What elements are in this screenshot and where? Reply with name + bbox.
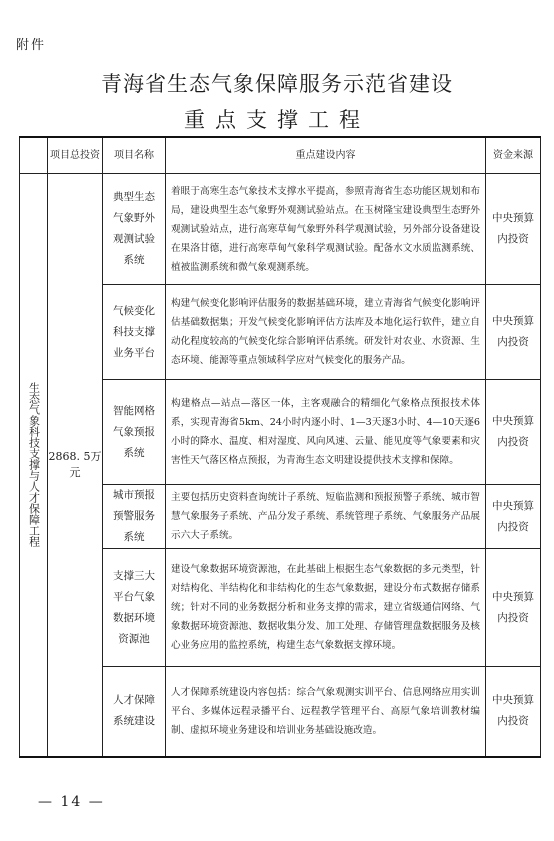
header-key-content: 重点建设内容 [166,137,486,174]
project-name: 人才保障系统建设 [103,667,166,757]
total-investment: 2868. 5万元 [48,174,103,757]
funding-source: 中央预算内投资 [486,285,541,380]
project-category: 生态气象科技支撑与人才保障工程 [20,174,48,757]
funding-source: 中央预算内投资 [486,667,541,757]
table-header-row [20,137,541,174]
header-total-investment: 项目总投资 [48,137,103,174]
page-number: — 14 — [38,794,105,810]
projects-table [19,136,541,758]
table-row [20,174,541,285]
project-name: 智能网格气象预报系统 [103,380,166,485]
funding-source: 中央预算内投资 [486,380,541,485]
funding-source: 中央预算内投资 [486,549,541,667]
document-title-line-2: 重点支撑工程 [184,108,370,132]
project-content: 人才保障系统建设内容包括：综合气象观测实训平台、信息网络应用实训平台、多媒体远程录播平台、远程教学管理平台、高原气象培训教材编制、虚拟环境业务建设和培训业务基础设施改造。 [166,667,486,757]
project-name: 典型生态气象野外观测试验系统 [103,174,166,285]
project-content: 主要包括历史资料查询统计子系统、短临监测和预报预警子系统、城市智慧气象服务子系统、产品分发子系统、系统管理子系统、气象服务产品展示六大子系统。 [166,485,486,549]
project-content: 着眼于高寒生态气象技术支撑水平提高，参照青海省生态功能区规划和布局，建设典型生态气象野外观测试验站点。在玉树隆宝建设典型生态野外观测试验站点，进行高寒草甸气象野外科学观测试验，另外部分设备建设在果洛甘德，进行高寒草甸气象科学观测试验。配备水文水质监测系统、植被监测系统和微气象观测系统。 [166,174,486,285]
project-content: 构建气候变化影响评估服务的数据基础环境，建立青海省气候变化影响评估基础数据集；开发气候变化影响评估方法库及本地化运行软件，建立自动化程度较高的气候变化综合影响评估系统。研发针对农业、水资源、生态环境、能源等重点领域科学应对气候变化的服务产品。 [166,285,486,380]
header-project-name: 项目名称 [103,137,166,174]
project-content: 构建格点—站点—落区一体，主客观融合的精细化气象格点预报技术体系，实现青海省5km、24小时内逐小时、1—3天逐3小时、4—10天逐6小时的降水、温度、相对湿度、风向风速、云量、能见度等气象要素和灾害性天气落区格点预报，为青海生态文明建设提供技术支撑和保障。 [166,380,486,485]
project-name: 城市预报预警服务系统 [103,485,166,549]
appendix-label: 附件 [16,38,47,53]
project-name: 气候变化科技支撑业务平台 [103,285,166,380]
funding-source: 中央预算内投资 [486,485,541,549]
project-name: 支撑三大平台气象数据环境资源池 [103,549,166,667]
funding-source: 中央预算内投资 [486,174,541,285]
header-funding-source: 资金来源 [486,137,541,174]
document-title-line-1: 青海省生态气象保障服务示范省建设 [101,72,453,96]
project-content: 建设气象数据环境资源池，在此基础上根据生态气象数据的多元类型，针对结构化、半结构化和非结构化的生态气象数据，建设分布式数据存储系统；针对不同的业务数据分析和业务支撑的需求，建立省级通信网络、气象数据环境资源池、数据收集分发、加工处理、存储管理盘数据服务及核心业务应用的监控系统，构建生态气象数据支撑环境。 [166,549,486,667]
header-category [20,137,48,174]
